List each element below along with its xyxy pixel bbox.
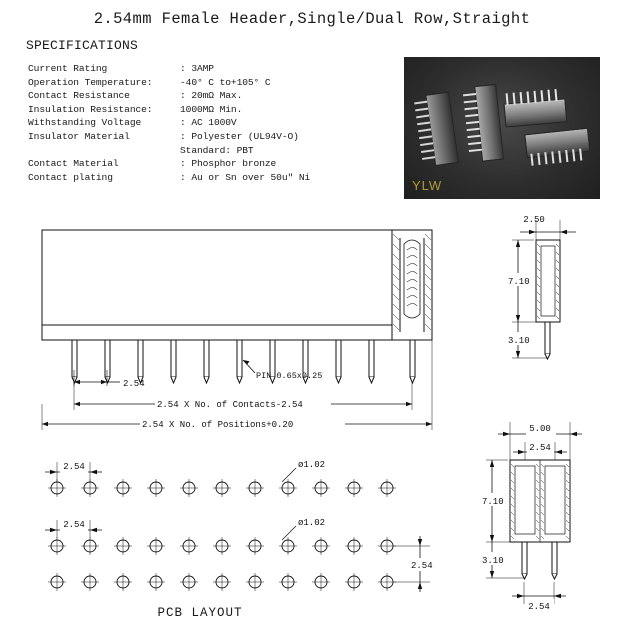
dim-pitch-front: 2.54 (123, 379, 145, 389)
spec-value: : AC 1000V (180, 117, 237, 129)
spec-row (28, 76, 310, 90)
spec-label: Insulator Material (28, 130, 130, 142)
spec-row (28, 89, 310, 103)
spec-value: : 3AMP (180, 63, 214, 74)
spec-value: : 20mΩ Max. (180, 90, 243, 102)
spec-label: Current Rating (28, 63, 108, 74)
spec-label: Operation Temperature: (28, 76, 153, 88)
spec-row (28, 116, 310, 130)
pcb-dual-pitch: 2.54 (63, 520, 85, 530)
dim-dual-tail: 3.10 (482, 556, 504, 566)
spec-label: Withstanding Voltage (28, 117, 142, 129)
dim-contacts: 2.54 X No. of Contacts-2.54 (157, 400, 303, 410)
spec-row (28, 103, 310, 117)
pcb-layout-caption: PCB LAYOUT (157, 606, 243, 620)
spec-value: : Phosphor bronze (180, 158, 277, 170)
pcb-single-pitch: 2.54 (63, 462, 85, 472)
technical-drawings (0, 210, 624, 631)
spec-row (28, 130, 310, 144)
connector-single-row-left (413, 90, 468, 166)
pin-note: PIN 0.65x0.25 (256, 371, 323, 381)
spec-row (28, 62, 310, 76)
dim-dual-height: 7.10 (482, 497, 504, 507)
pcb-dual-hole: ø1.02 (298, 518, 326, 528)
dim-positions: 2.54 X No. of Positions+0.20 (142, 420, 294, 430)
pcb-single-hole: ø1.02 (298, 460, 326, 470)
dim-single-width: 2.50 (523, 215, 545, 225)
dim-dual-pitch: 2.54 (529, 443, 551, 453)
spec-value: : Au or Sn over 50u" Ni (180, 171, 311, 183)
watermark-text: YLW (412, 178, 443, 193)
spec-label: Insulation Resistance: (28, 103, 153, 115)
spec-row (28, 157, 310, 171)
spec-row-continuation (28, 144, 310, 158)
connector-dual-row-top (503, 88, 566, 127)
specifications-heading: SPECIFICATIONS (26, 38, 139, 53)
spec-value: 1000MΩ Min. (180, 103, 243, 115)
spec-value: -40° C to+105° C (180, 76, 271, 88)
dim-dual-width: 5.00 (529, 424, 551, 434)
specifications-table (28, 62, 310, 184)
spec-value: Standard: PBT (180, 144, 254, 156)
page-title: 2.54mm Female Header,Single/Dual Row,Straight (93, 10, 531, 28)
dim-dual-bottom: 2.54 (528, 602, 550, 612)
spec-row (28, 171, 310, 185)
spec-label: Contact plating (28, 171, 113, 183)
pcb-row-spacing: 2.54 (411, 561, 433, 571)
spec-label: Contact Material (28, 158, 119, 170)
product-photo (404, 57, 600, 199)
dim-single-tail: 3.10 (508, 336, 530, 346)
spec-label: Contact Resistance (28, 90, 130, 102)
dim-single-height: 7.10 (508, 277, 530, 287)
connector-dual-row-bottom (524, 128, 589, 170)
spec-value: : Polyester (UL94V-O) (180, 130, 299, 142)
